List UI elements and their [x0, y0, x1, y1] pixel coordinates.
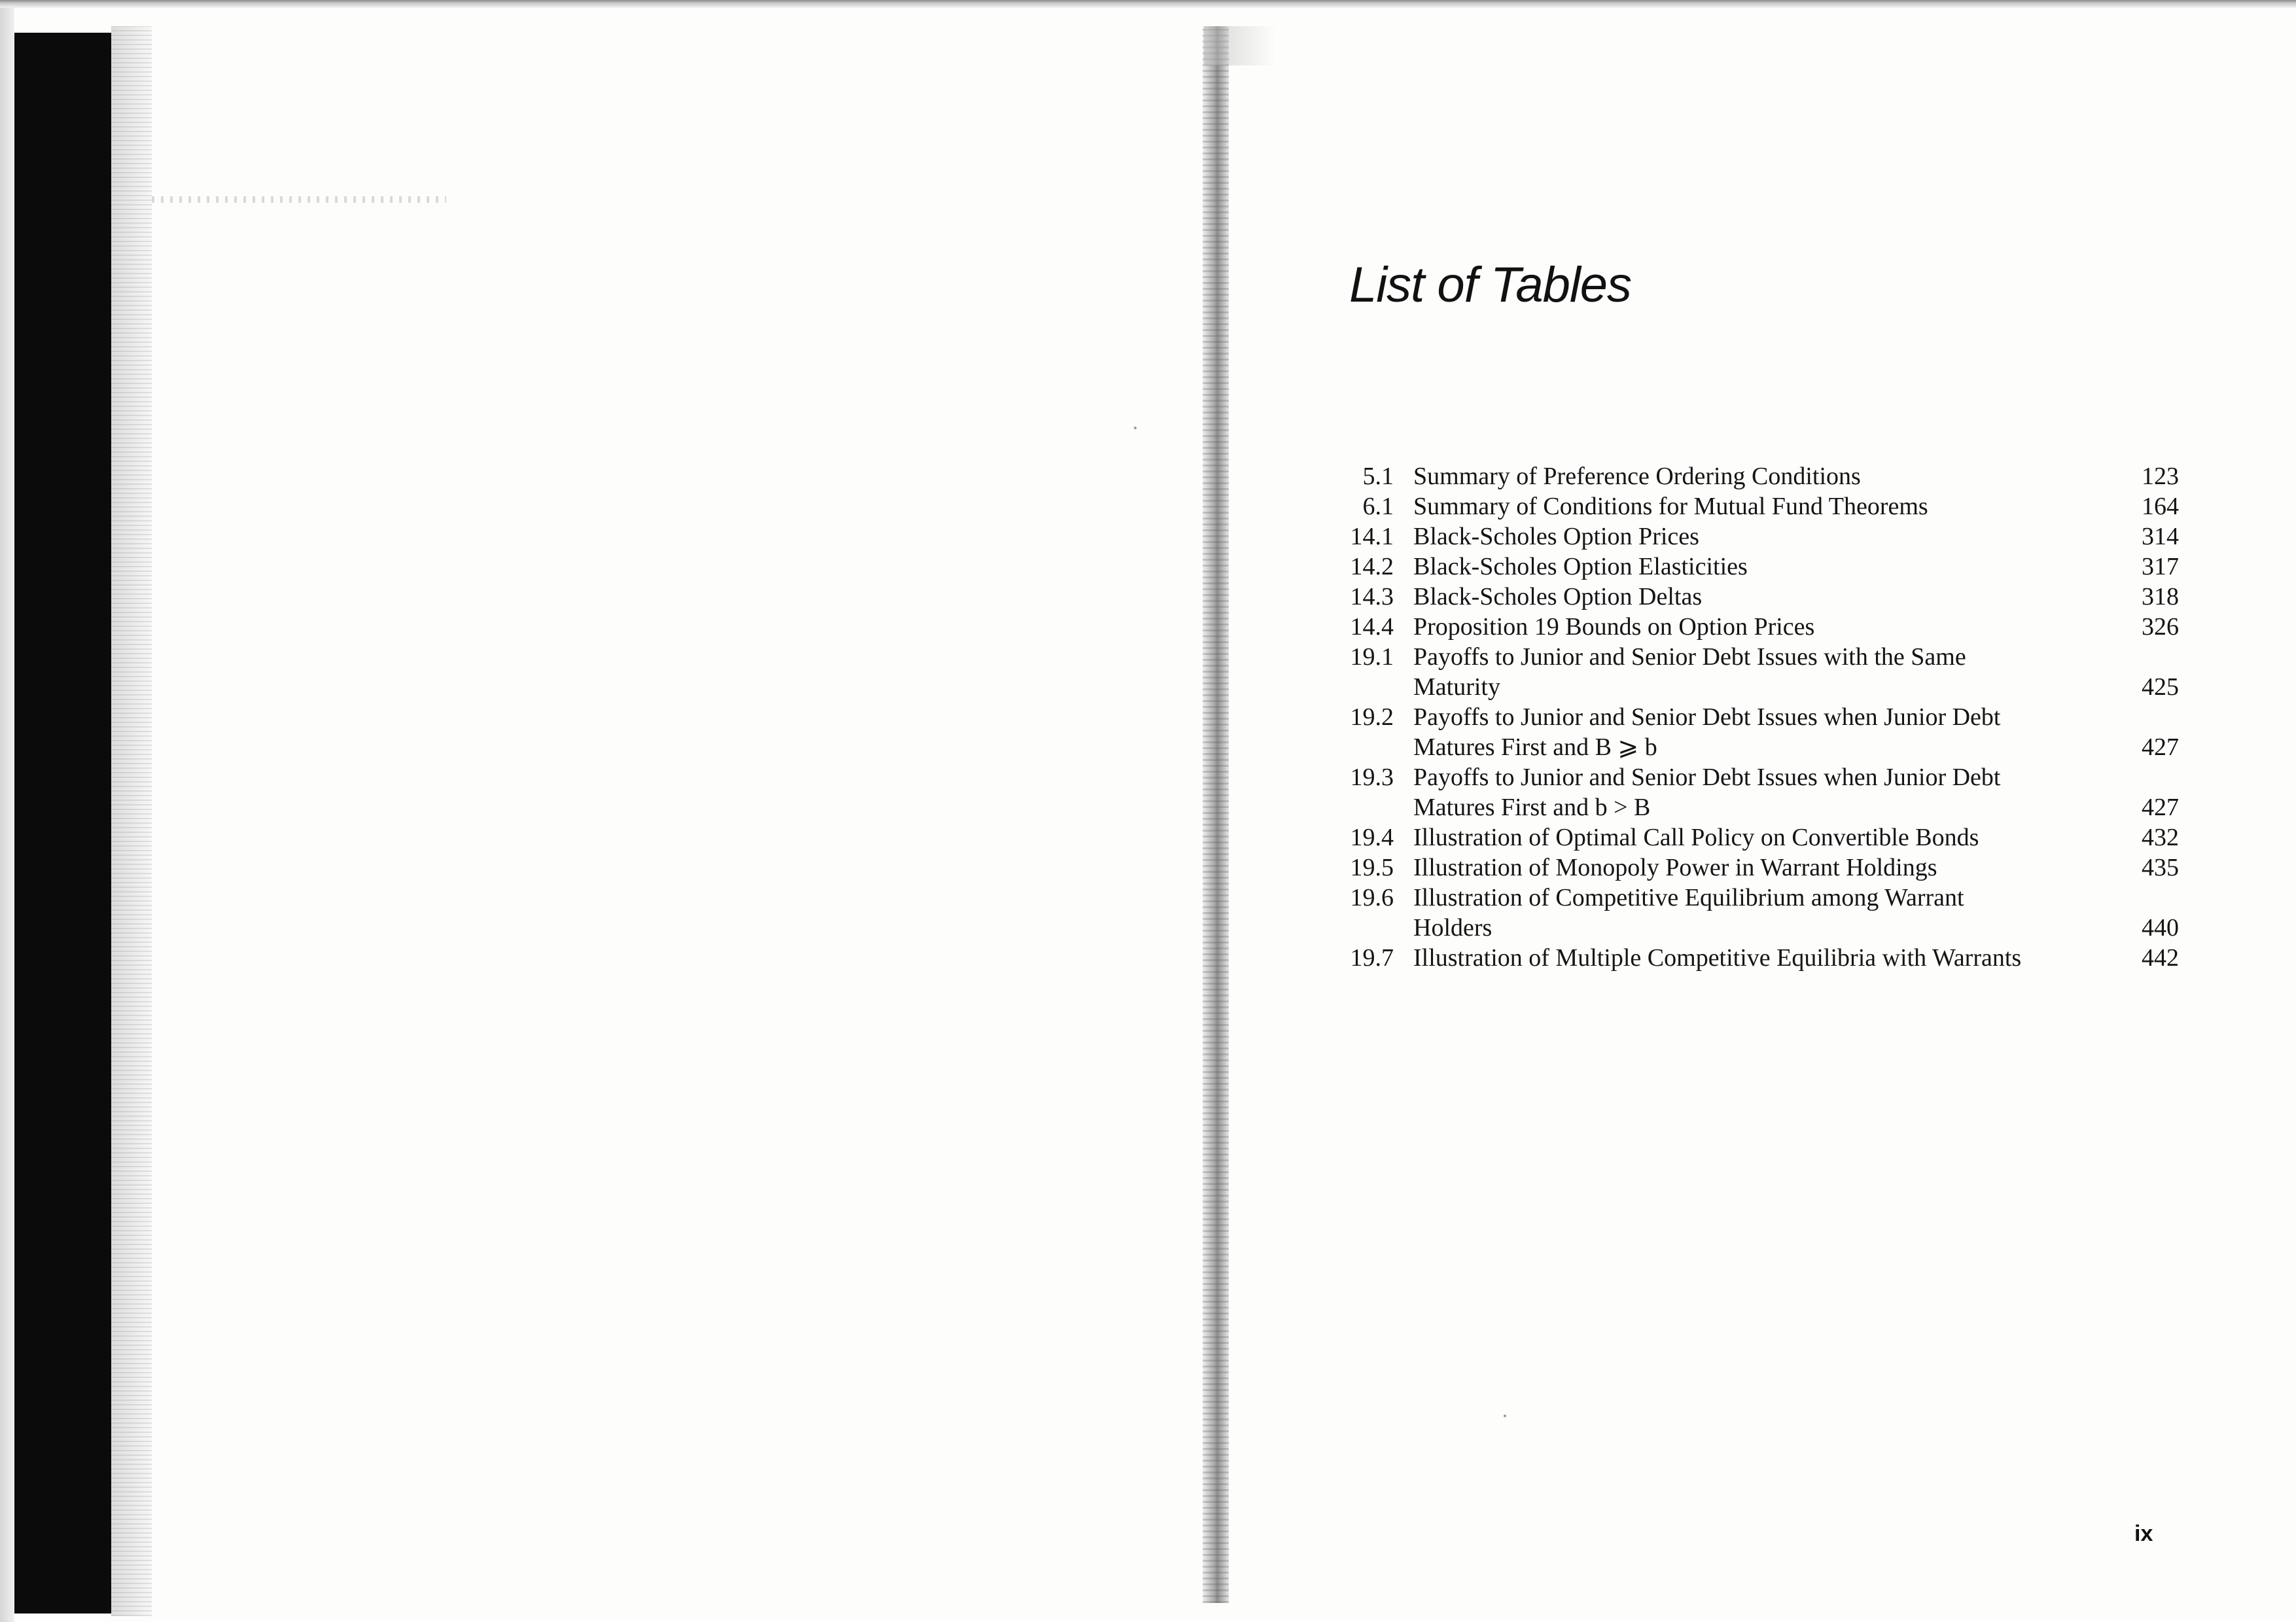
table-page-number: 435	[2142, 854, 2179, 881]
table-entry[interactable]	[1341, 642, 2179, 702]
table-entry[interactable]	[1341, 461, 2179, 491]
table-page-number: 164	[2142, 493, 2179, 520]
table-entry[interactable]	[1341, 491, 2179, 521]
page-title: List of Tables	[1349, 257, 1632, 313]
table-title: Payoffs to Junior and Senior Debt Issues when Junior Debt Matures First and B ⩾ b	[1413, 703, 2001, 761]
table-title: Illustration of Monopoly Power in Warrant Holdings	[1413, 854, 1937, 881]
table-title: Illustration of Multiple Competitive Equilibria with Warrants	[1413, 944, 2022, 972]
table-title: Proposition 19 Bounds on Option Prices	[1413, 613, 1815, 641]
left-page-faint-marks	[152, 196, 446, 203]
left-page-speckle-strip	[111, 26, 152, 1616]
table-page-number: 440	[2142, 914, 2179, 942]
table-number: 19.4	[1350, 824, 1394, 851]
list-of-tables	[1341, 461, 2179, 973]
table-page-number: 427	[2142, 794, 2179, 821]
page-number-folio: ix	[2134, 1521, 2153, 1546]
table-title: Illustration of Optimal Call Policy on Convertible Bonds	[1413, 824, 1979, 851]
scan-speck	[1134, 427, 1137, 429]
table-number: 19.2	[1350, 703, 1394, 731]
table-number: 19.3	[1350, 764, 1394, 791]
table-page-number: 314	[2142, 523, 2179, 550]
table-number: 14.2	[1350, 553, 1394, 580]
table-entry[interactable]	[1341, 853, 2179, 883]
table-title: Black-Scholes Option Prices	[1413, 523, 1699, 550]
table-number: 19.7	[1350, 944, 1394, 972]
table-entry[interactable]	[1341, 702, 2179, 762]
table-number: 19.6	[1350, 884, 1394, 911]
table-title: Summary of Preference Ordering Conditions	[1413, 463, 1861, 490]
table-entry[interactable]	[1341, 582, 2179, 612]
table-page-number: 318	[2142, 583, 2179, 610]
table-page-number: 425	[2142, 673, 2179, 701]
left-page-black-bar	[14, 33, 111, 1613]
table-number: 19.1	[1350, 643, 1394, 671]
table-title: Payoffs to Junior and Senior Debt Issues when Junior Debt Matures First and b > B	[1413, 764, 2001, 821]
table-page-number: 326	[2142, 613, 2179, 641]
table-title: Illustration of Competitive Equilibrium among Warrant Holders	[1413, 884, 1964, 942]
table-number: 19.5	[1350, 854, 1394, 881]
table-page-number: 432	[2142, 824, 2179, 851]
table-page-number: 442	[2142, 944, 2179, 972]
table-entry[interactable]	[1341, 612, 2179, 642]
table-entry[interactable]	[1341, 552, 2179, 582]
table-entry[interactable]	[1341, 883, 2179, 943]
table-number: 14.3	[1350, 583, 1394, 610]
table-number: 14.4	[1350, 613, 1394, 641]
table-entry[interactable]	[1341, 762, 2179, 822]
table-page-number: 317	[2142, 553, 2179, 580]
scan-speck	[1504, 1415, 1506, 1417]
scan-top-edge	[0, 0, 2296, 8]
table-number: 14.1	[1350, 523, 1394, 550]
gutter-shadow	[1204, 26, 1276, 65]
table-entry[interactable]	[1341, 943, 2179, 973]
scan-left-margin	[0, 8, 14, 1622]
book-gutter	[1203, 26, 1229, 1603]
table-page-number: 123	[2142, 463, 2179, 490]
table-title: Black-Scholes Option Deltas	[1413, 583, 1703, 610]
table-page-number: 427	[2142, 733, 2179, 761]
table-title: Black-Scholes Option Elasticities	[1413, 553, 1748, 580]
table-number: 6.1	[1362, 493, 1394, 520]
table-entry[interactable]	[1341, 521, 2179, 552]
table-title: Summary of Conditions for Mutual Fund Theorems	[1413, 493, 1928, 520]
table-entry[interactable]	[1341, 822, 2179, 853]
table-number: 5.1	[1362, 463, 1394, 490]
table-title: Payoffs to Junior and Senior Debt Issues with the Same Maturity	[1413, 643, 1966, 701]
